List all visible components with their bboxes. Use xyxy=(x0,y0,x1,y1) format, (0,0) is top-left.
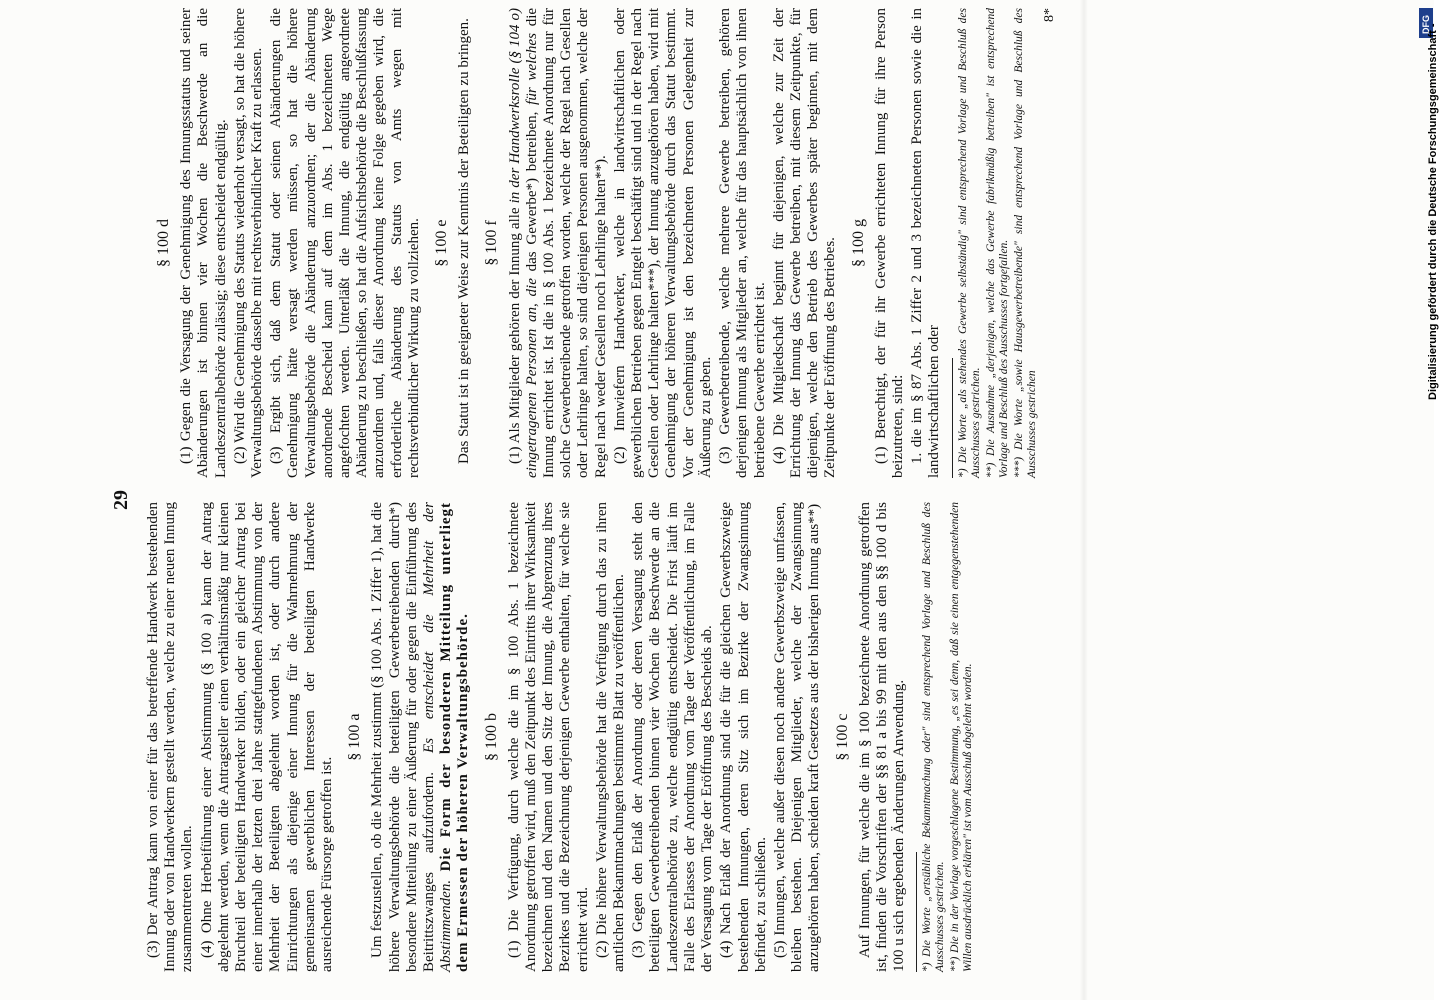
footnote: **) Die Ausnahme „derjenigen, welche das Gewerbe fabrikmäßig betreiben" ist entsprechend Vorlage und Beschluß des Ausschusses fortgefallen. xyxy=(984,8,1010,478)
paragraph: (3) Gegen den Erlaß der Anordnung oder deren Versagung steht den beteiligten Gewerbetreibenden binnen vier Wochen die Beschwerde an die Landeszentralbehörde zu, welche endgültig entscheidet. Die Frist läuft im Falle des Erlasses der Anordnung vom Tage der Veröffentlichung, im Falle der Versagung vom Tage der Eröffnung des Bescheids ab. xyxy=(630,502,716,972)
paragraph-text: das Gewerbe*) betreiben, xyxy=(523,111,540,272)
section-heading: § 100 a xyxy=(346,713,364,761)
paragraph: (1) Berechtigt, der für ihr Gewerbe errichteten Innung für ihre Person beizutreten, sind: xyxy=(872,8,906,478)
digitization-credit: Digitalisierung gefördert durch die Deutsche Forschungsgemeinschaft - xyxy=(1427,23,1439,400)
italic-amendment: in der Handwerksrolle (§ 104 o) eingetragenen Personen an, die xyxy=(506,8,540,478)
paragraph-text: die Innung errichtet ist. Ist die in § 100 Abs. 1 bezeichnete Anordnung nur für solche Gewerbetreibende getroffen worden, welche der Regel nach Gesellen oder Lehrlinge halten, so sind diejenigen Personen ausgenommen, welche der Regel nach weder Gesellen noch Lehrlinge halten**). xyxy=(523,7,609,478)
paragraph xyxy=(507,8,610,478)
paragraph: 1. die im § 87 Abs. 1 Ziffer 2 und 3 bezeichneten Personen sowie die in landwirtschaftlichen oder xyxy=(909,8,943,478)
paragraph: (3) Der Antrag kann von einer für das betreffende Handwerk bestehenden Innung oder von Handwerkern gestellt werden, welche zu einer neuen Innung zusammentreten wollen. xyxy=(145,502,196,972)
paragraph: (2) Innwiefern Handwerker, welche in landwirtschaftlichen oder gewerblichen Betrieben gegen Entgelt beschäftigt sind und in der Regel nach Gesellen oder Lehrlinge halten***), der Innung anzugehören haben, wird mit Genehmigung der höheren Verwaltungsbehörde durch das Statut bestimmt. Vor der Genehmigung ist den bezeichneten Personen Gelegenheit zur Äußerung zu geben. xyxy=(611,8,714,478)
paragraph: (2) Die höhere Verwaltungsbehörde hat die Verfügung durch das zu ihren amtlichen Bekanntmachungen bestimmte Blatt zu veröffentlichen. xyxy=(593,502,628,972)
section-heading: § 100 f xyxy=(483,220,501,266)
section-heading: § 100 b xyxy=(482,713,500,761)
paragraph: (2) Wird die Genehmigung des Statuts wiederholt versagt, so hat die höhere Verwaltungsbehörde dasselbe mit rechtsverbindlicher Kraft zu erlassen. xyxy=(231,8,266,478)
paragraph: (4) Ohne Herbeiführung einer Abstimmung (§ 100 a) kann der Antrag abgelehnt werden, wenn die Antragsteller einen verhältnismäßig nur kleinen Bruchteil der beteiligten Handwerker bilden, oder ein gleicher Antrag bei einer innerhalb der letzten drei Jahre stattgefundenen Abstimmung von der Mehrheit der Beteiligten abgelehnt worden ist, oder durch andere Einrichtungen als diejenige einer Innung für die Wahrnehmung der gemeinsamen gewerblichen Interessen der beteiligten Handwerke ausreichende Fürsorge getroffen ist. xyxy=(198,502,336,972)
page-number: 29 xyxy=(110,490,132,510)
paragraph: (3) Gewerbetreibende, welche mehrere Gewerbe betreiben, gehören derjenigen Innung als Mitglieder an, welche für das hauptsächlich von ihnen betriebene Gewerbe errichtet ist. xyxy=(717,8,768,478)
section-heading: § 100 e xyxy=(433,219,451,267)
footnote: *) Die Worte „ortsübliche Bekanntmachung oder" sind entsprechend Vorlage und Beschluß des Ausschusses gestrichen. xyxy=(921,502,947,972)
printed-page-rotated xyxy=(100,0,1300,1000)
section-heading: § 100 d xyxy=(155,219,172,267)
footnote: ***) Die Worte „sowie Hausgewerbetreibende" sind entsprechend Vorlage und Beschluß des Ausschusses gestrichen xyxy=(1012,8,1038,478)
paragraph: Auf Innungen, für welche die im § 100 bezeichnete Anordnung getroffen ist, finden die Vorschriften der §§ 81 a bis 99 mit den aus den §§ 100 d bis 100 u sich ergebenden Änderungen Anwendung. xyxy=(856,502,908,972)
paragraph: (5) Innungen, welche außer diesen noch andere Gewerbszweige umfassen, bleiben bestehen. Diejenigen Mitglieder, welche der Zwangsinnung anzugehören haben, scheiden kraft Gesetzes aus der bisherigen Innung aus**) xyxy=(771,502,823,972)
italic-amendment: für welches xyxy=(523,33,540,105)
dfg-logo-text: DFG xyxy=(1421,15,1431,34)
paragraph: (4) Die Mitgliedschaft beginnt für diejenigen, welche zur Zeit der Errichtung der Innung das Gewerbe betreiben, mit diesem Zeitpunkte, für diejenigen, welche den Betrieb des Gewerbes später beginnen, mit dem Zeitpunkte der Eröffnung des Betriebes. xyxy=(770,8,839,478)
footnote-rule xyxy=(952,358,953,478)
catchword: 8* xyxy=(1041,8,1057,22)
footnote-rule xyxy=(916,852,917,972)
section-heading: § 100 g xyxy=(849,219,867,267)
bold-amendment: Die Form der besonderen Mitteilung unterliegt dem Ermessen der höheren Verwaltungsbehörde. xyxy=(438,501,472,972)
right-column xyxy=(145,8,1058,478)
paragraph-text: Um festzustellen, ob die Mehrheit zustimmt (§ 100 Abs. 1 Ziffer 1), hat die höhere Verwaltungsbehörde die beteiligten Gewerbetreibenden durch*) besondere Mitteilung zu einer Äußerung für oder gegen die Einführung des Beitrittszwanges aufzufordern. xyxy=(369,502,438,972)
section-heading: § 100 c xyxy=(833,713,851,761)
paragraph-text: (1) Als Mitglieder gehören der Innung alle xyxy=(506,207,523,464)
paragraph xyxy=(369,502,472,972)
paragraph: Das Statut ist in geeigneter Weise zur Kenntnis der Beteiligten zu bringen. xyxy=(456,18,473,464)
footnote: **) Die in der Vorlage vorgeschlagene Bestimmung, „es sei denn, daß sie einen entgegenstehenden Willen ausdrücklich erklären" ist vom Ausschuß abgelehnt worden. xyxy=(949,502,975,972)
footnote: *) Die Worte „als stehendes Gewerbe selbständig" sind entsprechend Vorlage und Beschluß des Ausschusses gestrichen. xyxy=(956,8,982,478)
paragraph: (3) Ergibt sich, daß dem Statut oder seinen Abänderungen die Genehmigung hätte versagt werden müssen, so hat die höhere Verwaltungsbehörde die Abänderung anzuordnen; der die Abänderung anordnende Bescheid kann auf dem im Abs. 1 bezeichneten Wege angefochten werden. Unterläßt die Innung, die endgültig angeordnete Abänderung zu beschließen, so hat die Aufsichtsbehörde die Beschlußfassung anzuordnen und, falls dieser Anordnung keine Folge gegeben wird, die erforderliche Abänderung des Statuts von Amts wegen mit rechtsverbindlicher Wirkung zu vollziehen. xyxy=(268,8,422,478)
left-column xyxy=(145,502,977,972)
italic-amendment: Es entscheidet die Mehrheit der Abstimmenden. xyxy=(421,502,455,972)
paragraph: (4) Nach Erlaß der Anordnung sind die für die gleichen Gewerbszweige bestehenden Innungen, deren Sitz sich im Bezirke der Zwangsinnung befindet, zu schließen. xyxy=(718,502,769,972)
paragraph: (1) Die Verfügung, durch welche die im § 100 Abs. 1 bezeichnete Anordnung getroffen wird, muß den Zeitpunkt des Eintritts ihrer Wirksamkeit bezeichnen und den Namen und den Sitz der Innung, die Abgrenzung ihres Bezirkes und die Bezeichnung derjenigen Gewerbe enthalten, für welche sie errichtet wird. xyxy=(505,502,591,972)
paragraph: (1) Gegen die Versagung der Genehmigung des Innungsstatuts und seiner Abänderungen ist binnen vier Wochen die Beschwerde an die Landeszentralbehörde zulässig; diese entscheidet endgültig. xyxy=(178,8,229,478)
